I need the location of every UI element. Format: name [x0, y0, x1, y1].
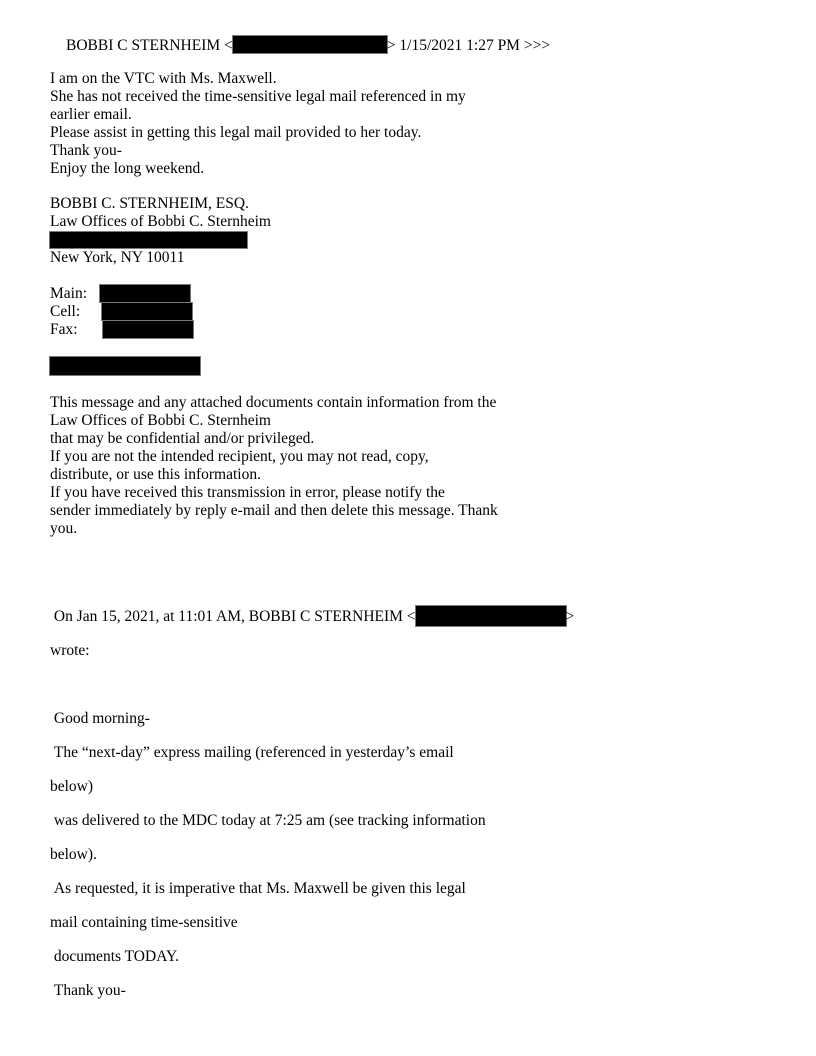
text-line: below) — [50, 778, 94, 795]
signature-city: New York, NY 10011 — [50, 249, 185, 266]
redaction-bar-email-standalone — [50, 357, 200, 375]
text-line: distribute, or use this information. — [50, 466, 261, 483]
redaction-bar-email — [233, 36, 387, 53]
contact-label: Fax: — [50, 321, 78, 338]
text-line: This message and any attached documents contain information from the — [50, 394, 497, 411]
signature-block — [50, 195, 766, 267]
redaction-bar-street-address — [50, 232, 247, 248]
text-line: If you have received this transmission in error, please notify the — [50, 484, 445, 501]
text-line: documents TODAY. — [50, 948, 180, 965]
text-line: If you are not the intended recipient, you may not read, copy, — [50, 448, 429, 465]
text-line: Please assist in getting this legal mail provided to her today. — [50, 124, 422, 141]
contact-row-cell — [50, 303, 766, 321]
redaction-bar-phone — [100, 285, 190, 302]
message-body — [50, 70, 766, 178]
text-line: was delivered to the MDC today at 7:25 am (see tracking information — [50, 812, 486, 829]
text-line: I am on the VTC with Ms. Maxwell. — [50, 70, 277, 87]
quoted-header-text: On Jan 15, 2021, at 11:01 AM, BOBBI C STERNHEIM < — [50, 608, 416, 625]
contact-block — [50, 285, 766, 339]
contact-row-main — [50, 285, 766, 303]
signature-name: BOBBI C. STERNHEIM, ESQ. — [50, 195, 249, 212]
redaction-bar-phone — [103, 321, 193, 338]
text-line: earlier email. — [50, 106, 132, 123]
text-line: The “next-day” express mailing (referenced in yesterday’s email — [50, 744, 454, 761]
quoted-email — [50, 600, 766, 1008]
text-line: As requested, it is imperative that Ms. Maxwell be given this legal — [50, 880, 466, 897]
quoted-header-close: > — [565, 608, 575, 625]
signature-firm: Law Offices of Bobbi C. Sternheim — [50, 213, 271, 230]
text-line: Thank you- — [50, 982, 126, 999]
text-line: that may be confidential and/or privileged. — [50, 430, 315, 447]
text-line: mail containing time-sensitive — [50, 914, 238, 931]
email-header-line — [50, 36, 766, 56]
text-line: Law Offices of Bobbi C. Sternheim — [50, 412, 271, 429]
text-line: Thank you- — [50, 142, 122, 159]
text-line: She has not received the time-sensitive legal mail referenced in my — [50, 88, 466, 105]
text-line: you. — [50, 520, 78, 537]
quoted-header-line — [50, 600, 766, 634]
header-datetime: > 1/15/2021 1:27 PM >>> — [386, 37, 551, 54]
contact-row-fax — [50, 321, 766, 339]
contact-label: Cell: — [50, 303, 81, 320]
confidentiality-disclaimer — [50, 394, 766, 538]
text-line: sender immediately by reply e-mail and then delete this message. Thank — [50, 502, 498, 519]
text-line: Enjoy the long weekend. — [50, 160, 205, 177]
redaction-bar-email — [416, 606, 566, 626]
redaction-bar-phone — [102, 303, 192, 320]
header-sender: BOBBI C STERNHEIM < — [66, 37, 233, 54]
blank-line — [50, 668, 766, 702]
text-line: below). — [50, 846, 97, 863]
quoted-wrote-label: wrote: — [50, 642, 90, 659]
contact-label: Main: — [50, 285, 88, 302]
text-line: Good morning- — [50, 710, 150, 727]
